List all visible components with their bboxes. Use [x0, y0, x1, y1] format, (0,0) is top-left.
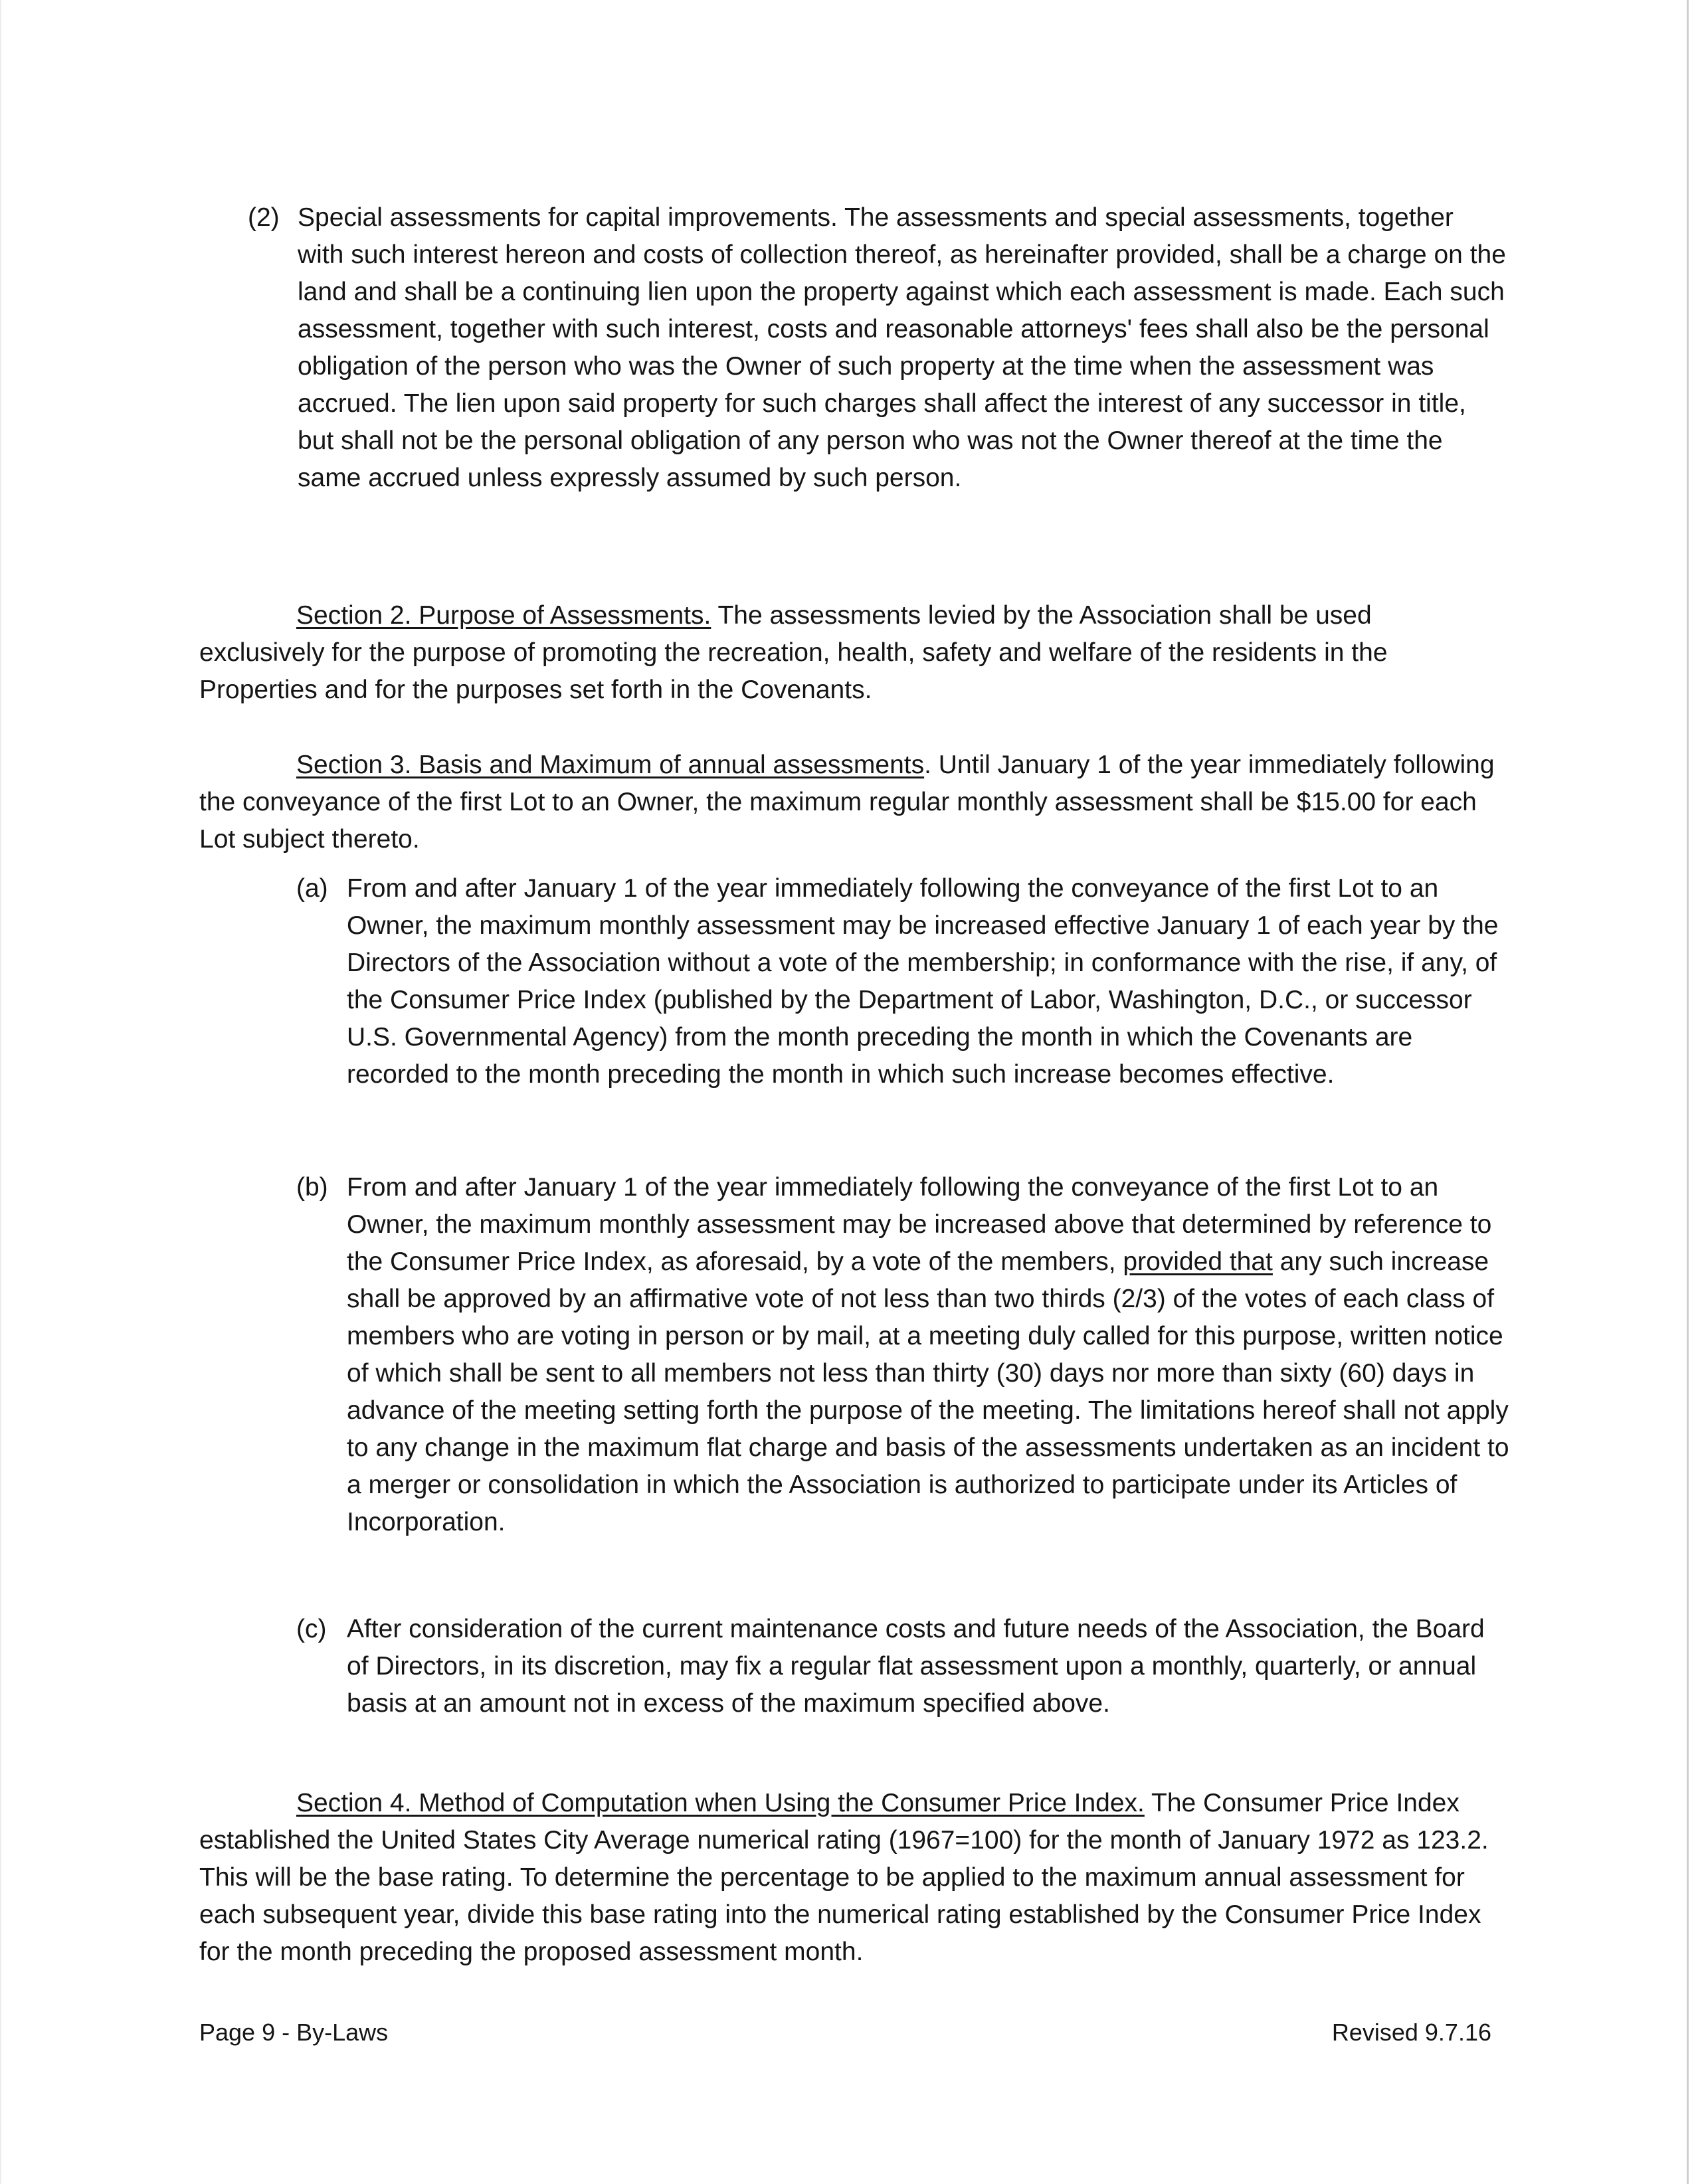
item-b-text-after: any such increase shall be approved by an affirmative vote of not less than two thirds (2/3) of the votes of each class of members who are voting in person or by mail, at a meeting duly called for this purpose, written notice of which shall be sent to all members not less than thirty (30) days nor more than sixty (60) days in advance of the meeting setting forth the purpose of the meeting. The limitations hereof shall not apply to any change in the maximum flat charge and basis of the assessments undertaken as an incident to a merger or consolidation in which the Association is authorized to participate under its Articles of Incorporation. — [347, 1247, 1509, 1536]
list-item-text: After consideration of the current maintenance costs and future needs of the Association, the Board of Directors, in its discretion, may fix a regular flat assessment upon a monthly, quarterly, or annual basis at an amount not in excess of the maximum specified above. — [347, 1615, 1485, 1718]
section-4-heading: Section 4. Method of Computation when Using the Consumer Price Index. — [296, 1789, 1145, 1817]
section-2-body: The assessments levied by the Association shall be used exclusively for the purpose of promoting the recreation, health, safety and welfare of the residents in the Properties and for the purposes set forth in the Covenants. — [199, 601, 1388, 704]
section-2-paragraph — [199, 597, 1501, 709]
list-marker: (a) — [296, 874, 328, 903]
list-marker: (b) — [296, 1173, 328, 1202]
list-marker: (2) — [248, 203, 280, 232]
list-item-a — [296, 870, 1512, 1136]
list-item-text: From and after January 1 of the year immediately following the conveyance of the first Lot to an Owner, the maximum monthly assessment may be increased effective January 1 of each year by the Directors of the Association without a vote of the membership; in conformance with the rise, if any, of the Consumer Price Index (published by the Department of Labor, Washington, D.C., or successor U.S. Governmental Agency) from the month preceding the month in which the Covenants are recorded to the month preceding the month in which such increase becomes effective. — [347, 874, 1499, 1089]
footer-revision: Revised 9.7.16 — [1331, 2019, 1491, 2046]
section-3-body: . Until January 1 of the year immediately following the conveyance of the first Lot to an Owner, the maximum regular monthly assessment shall be $15.00 for each Lot subject thereto. — [199, 751, 1495, 854]
list-item-c — [296, 1611, 1512, 1730]
section-3-paragraph — [199, 747, 1501, 858]
item-b-underlined: provided that — [1123, 1247, 1273, 1276]
list-item-2 — [248, 199, 1510, 545]
item-b-text-before: From and after January 1 of the year immediately following the conveyance of the first Lot to an Owner, the maximum monthly assessment may be increased above that determined by reference to the Consumer Price Index, as aforesaid, by a vote of the members, — [347, 1173, 1492, 1276]
list-item-b — [296, 1169, 1512, 1581]
list-item-text — [347, 1169, 1509, 1541]
list-item-text: Special assessments for capital improvements. The assessments and special assessments, together with such interest hereon and costs of collection thereof, as hereinafter provided, shall be a charge on the land and shall be a continuing lien upon the property against which each assessment is made. Each such assessment, together with such interest, costs and reasonable attorneys' fees shall also be the personal obligation of the person who was the Owner of such property at the time when the assessment was accrued. The lien upon said property for such charges shall affect the interest of any successor in title, but shall not be the personal obligation of any person who was not the Owner thereof at the time the same accrued unless expressly assumed by such person. — [298, 203, 1506, 492]
section-4-paragraph — [199, 1785, 1501, 1971]
section-3-heading: Section 3. Basis and Maximum of annual assessments — [296, 751, 925, 779]
scan-edge-right — [1687, 0, 1689, 2184]
scan-edge-left — [0, 0, 1, 2184]
list-marker: (c) — [296, 1615, 327, 1643]
footer-page-label: Page 9 - By-Laws — [199, 2019, 389, 2046]
section-2-heading: Section 2. Purpose of Assessments. — [296, 601, 711, 630]
section-4-body: The Consumer Price Index established the United States City Average numerical rating (1967=100) for the month of January 1972 as 123.2. This will be the base rating. To determine the percentage to be applied to the maximum annual assessment for each subsequent year, divide this base rating into the numerical rating established by the Consumer Price Index for the month preceding the proposed assessment month. — [199, 1789, 1489, 1966]
